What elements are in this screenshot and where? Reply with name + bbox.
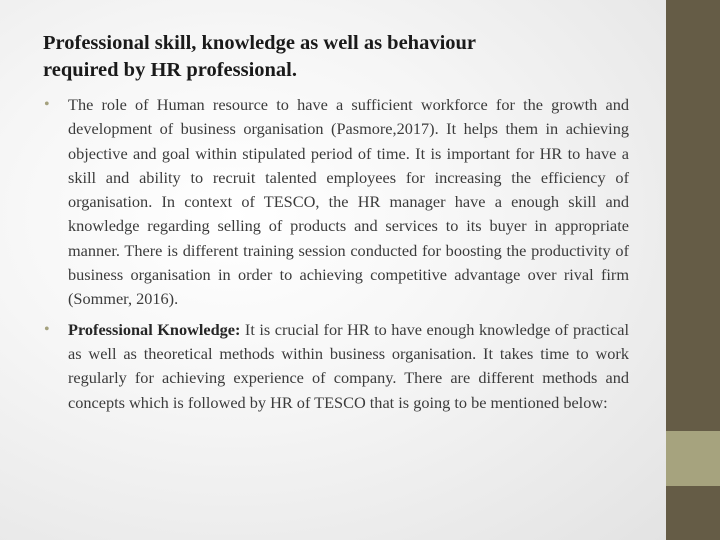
bullet-item [44, 318, 629, 415]
bullet-list [44, 93, 629, 421]
bullet-item [44, 93, 629, 312]
bullet-text: It is crucial for HR to have enough knowledge of practical as well as theoretical methods within business organisation. It takes time to work regularly for achieving experience of company. There are different methods and concepts which is followed by HR of TESCO that is going to be mentioned below: [68, 319, 629, 412]
bullet-lead: Professional Knowledge: [68, 319, 241, 339]
sidebar-accent-block [666, 431, 720, 486]
slide-title [43, 30, 643, 84]
title-line-2: required by HR professional. [43, 59, 298, 81]
bullet-dot-icon: • [44, 96, 50, 113]
title-line-1: Professional skill, knowledge as well as behaviour [43, 32, 477, 54]
bullet-text: The role of Human resource to have a sufficient workforce for the growth and development of business organisation (Pasmore,2017). It helps them in achieving objective and goal within stipulated period of time. It is important for HR to have a skill and ability to recruit talented employees for increasing the efficiency of organisation. In context of TESCO, the HR manager have a enough skill and knowledge regarding selling of products and services to its buyer in appropriate manner. There is different training session conducted for boosting the productivity of business organisation in order to achieving competitive advantage over rival firm (Sommer, 2016). [68, 95, 629, 309]
bullet-dot-icon: • [44, 320, 50, 338]
